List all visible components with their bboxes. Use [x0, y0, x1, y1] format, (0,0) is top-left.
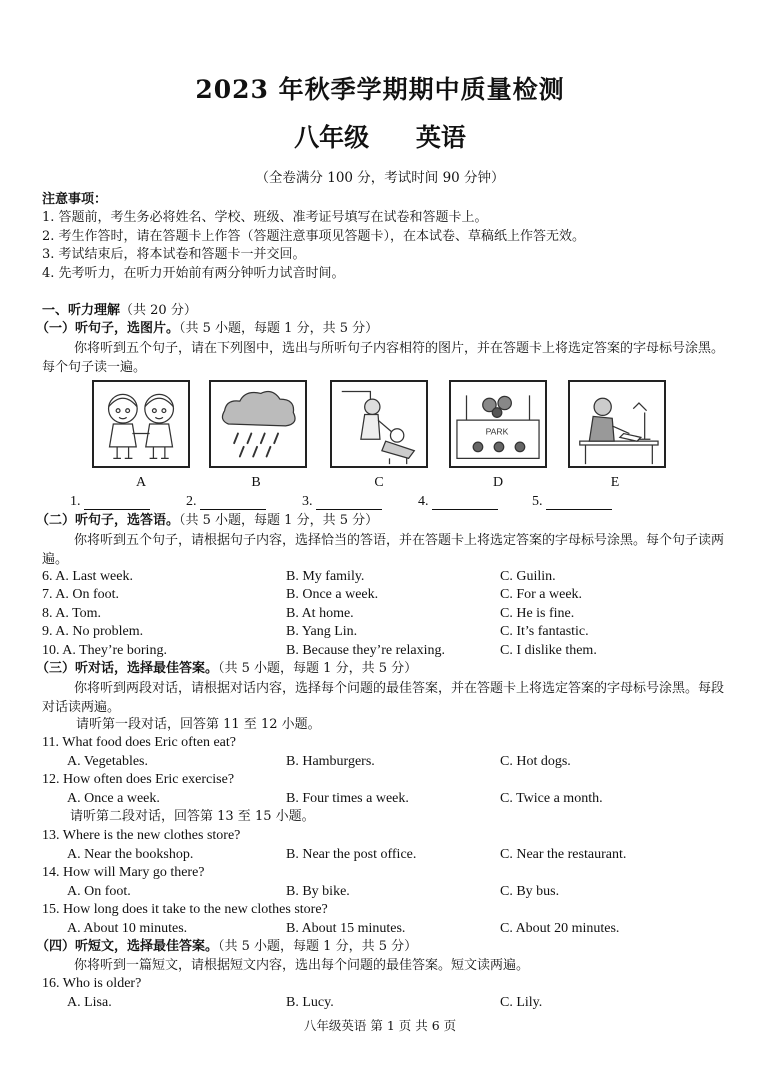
q11-option-b: B. Hamburgers.: [286, 754, 375, 769]
page-footer: 八年级英语 第 1 页 共 6 页: [303, 1018, 457, 1033]
park-stall-icon: [451, 382, 545, 466]
picture-e-boy-studying: [568, 380, 666, 468]
q11-option-c: C. Hot dogs.: [500, 754, 571, 769]
picture-label-a: A: [135, 475, 147, 490]
q11-question: 11. What food does Eric often eat?: [42, 735, 236, 750]
q13-option-a: A. Near the bookshop.: [67, 847, 194, 862]
dentist-icon: [332, 382, 426, 466]
boy-studying-icon: [570, 382, 664, 466]
q16-option-a: A. Lisa.: [67, 995, 112, 1010]
part1-heading: （一）听句子，选图片。（共 5 小题，每题 1 分，共 5 分）: [36, 321, 379, 336]
q13-question: 13. Where is the new clothes store?: [42, 828, 241, 843]
picture-b-rain-cloud: [209, 380, 307, 468]
q16-option-b: B. Lucy.: [286, 995, 334, 1010]
exam-subtitle: [0, 118, 760, 154]
q15-option-c: C. About 20 minutes.: [500, 921, 620, 936]
picture-d-park-stall: [449, 380, 547, 468]
part3-instruction: 你将听到两段对话，请根据对话内容，选择每个问题的最佳答案，并在答题卡上将选定答案的字母标号涂黑。每段对话读两遍。: [42, 681, 725, 715]
part4-heading: （四）听短文，选择最佳答案。（共 5 小题，每题 1 分，共 5 分）: [36, 939, 418, 954]
q15-option-a: A. About 10 minutes.: [67, 921, 188, 936]
dialog1-note: 请听第一段对话，回答第 11 至 12 小题。: [76, 717, 321, 732]
answer-blank-5[interactable]: 5.: [532, 494, 612, 510]
q7-option-a: 7. A. On foot.: [42, 587, 119, 602]
q13-option-b: B. Near the post office.: [286, 847, 417, 862]
picture-a-two-girls: [92, 380, 190, 468]
picture-c-dentist: [330, 380, 428, 468]
note-item-3: 3. 考试结束后，将本试卷和答题卡一并交回。: [42, 247, 306, 262]
q14-option-c: C. By bus.: [500, 884, 560, 899]
q16-option-c: C. Lily.: [500, 995, 543, 1010]
dialog2-note: 请听第二段对话，回答第 13 至 15 小题。: [70, 809, 315, 824]
q10-option-c: C. I dislike them.: [500, 643, 597, 658]
q15-option-b: B. About 15 minutes.: [286, 921, 406, 936]
note-item-2: 2. 考生作答时，请在答题卡上作答（答题注意事项见答题卡），在本试卷、草稿纸上作答无效。: [42, 229, 586, 244]
notes-heading: 注意事项：: [42, 192, 108, 207]
q11-option-a: A. Vegetables.: [67, 754, 148, 769]
answer-blank-4[interactable]: 4.: [418, 494, 498, 510]
q7-option-c: C. For a week.: [500, 587, 583, 602]
q12-option-c: C. Twice a month.: [500, 791, 603, 806]
q14-option-a: A. On foot.: [67, 884, 131, 899]
q9-option-a: 9. A. No problem.: [42, 624, 144, 639]
two-girls-icon: [94, 382, 188, 466]
q8-option-a: 8. A. Tom.: [42, 606, 102, 621]
grade-label: 八年级: [294, 123, 370, 152]
picture-label-c: C: [374, 475, 384, 490]
q10-option-b: B. Because they’re relaxing.: [286, 643, 445, 658]
part1-instruction: 你将听到五个句子，请在下列图中，选出与所听句子内容相符的图片，并在答题卡上将选定答案的字母标号涂黑。每个句子读一遍。: [42, 341, 725, 375]
q13-option-c: C. Near the restaurant.: [500, 847, 627, 862]
picture-label-d: D: [492, 475, 504, 490]
q12-question: 12. How often does Eric exercise?: [42, 772, 235, 787]
rain-cloud-icon: [211, 382, 305, 466]
part2-instruction: 你将听到五个句子，请根据句子内容，选择恰当的答语，并在答题卡上将选定答案的字母标号涂黑。每个句子读两遍。: [42, 533, 725, 567]
q14-option-b: B. By bike.: [286, 884, 350, 899]
q12-option-b: B. Four times a week.: [286, 791, 409, 806]
note-item-1: 1. 答题前，考生务必将姓名、学校、班级、准考证号填写在试卷和答题卡上。: [42, 210, 488, 225]
exam-title: 2023 年秋季学期期中质量检测: [195, 75, 565, 104]
answer-blank-3[interactable]: 3.: [302, 494, 382, 510]
part4-instruction: 你将听到一篇短文，请根据短文内容，选出每个问题的最佳答案。短文读两遍。: [74, 958, 530, 973]
q16-question: 16. Who is older?: [42, 976, 142, 991]
q14-question: 14. How will Mary go there?: [42, 865, 205, 880]
q9-option-b: B. Yang Lin.: [286, 624, 358, 639]
q9-option-c: C. It’s fantastic.: [500, 624, 589, 639]
answer-blank-1[interactable]: 1.: [70, 494, 150, 510]
picture-label-e: E: [610, 475, 620, 490]
q12-option-a: A. Once a week.: [67, 791, 160, 806]
q6-option-a: 6. A. Last week.: [42, 569, 133, 584]
part2-heading: （二）听句子，选答语。（共 5 小题，每题 1 分，共 5 分）: [36, 513, 379, 528]
q6-option-b: B. My family.: [286, 569, 365, 584]
q8-option-b: B. At home.: [286, 606, 354, 621]
q7-option-b: B. Once a week.: [286, 587, 379, 602]
q8-option-c: C. He is fine.: [500, 606, 575, 621]
q6-option-c: C. Guilin.: [500, 569, 556, 584]
section1-heading: 一、听力理解（共 20 分）: [42, 303, 197, 318]
score-note: （全卷满分 100 分，考试时间 90 分钟）: [255, 170, 505, 186]
q10-option-a: 10. A. They’re boring.: [42, 643, 167, 658]
part3-heading: （三）听对话，选择最佳答案。（共 5 小题，每题 1 分，共 5 分）: [36, 661, 418, 676]
answer-blank-2[interactable]: 2.: [186, 494, 266, 510]
svg-text:PARK: PARK: [485, 426, 509, 437]
q15-question: 15. How long does it take to the new clothes store?: [42, 902, 328, 917]
picture-label-b: B: [251, 475, 261, 490]
note-item-4: 4. 先考听力，在听力开始前有两分钟听力试音时间。: [42, 266, 345, 281]
subject-label: 英语: [415, 123, 466, 152]
